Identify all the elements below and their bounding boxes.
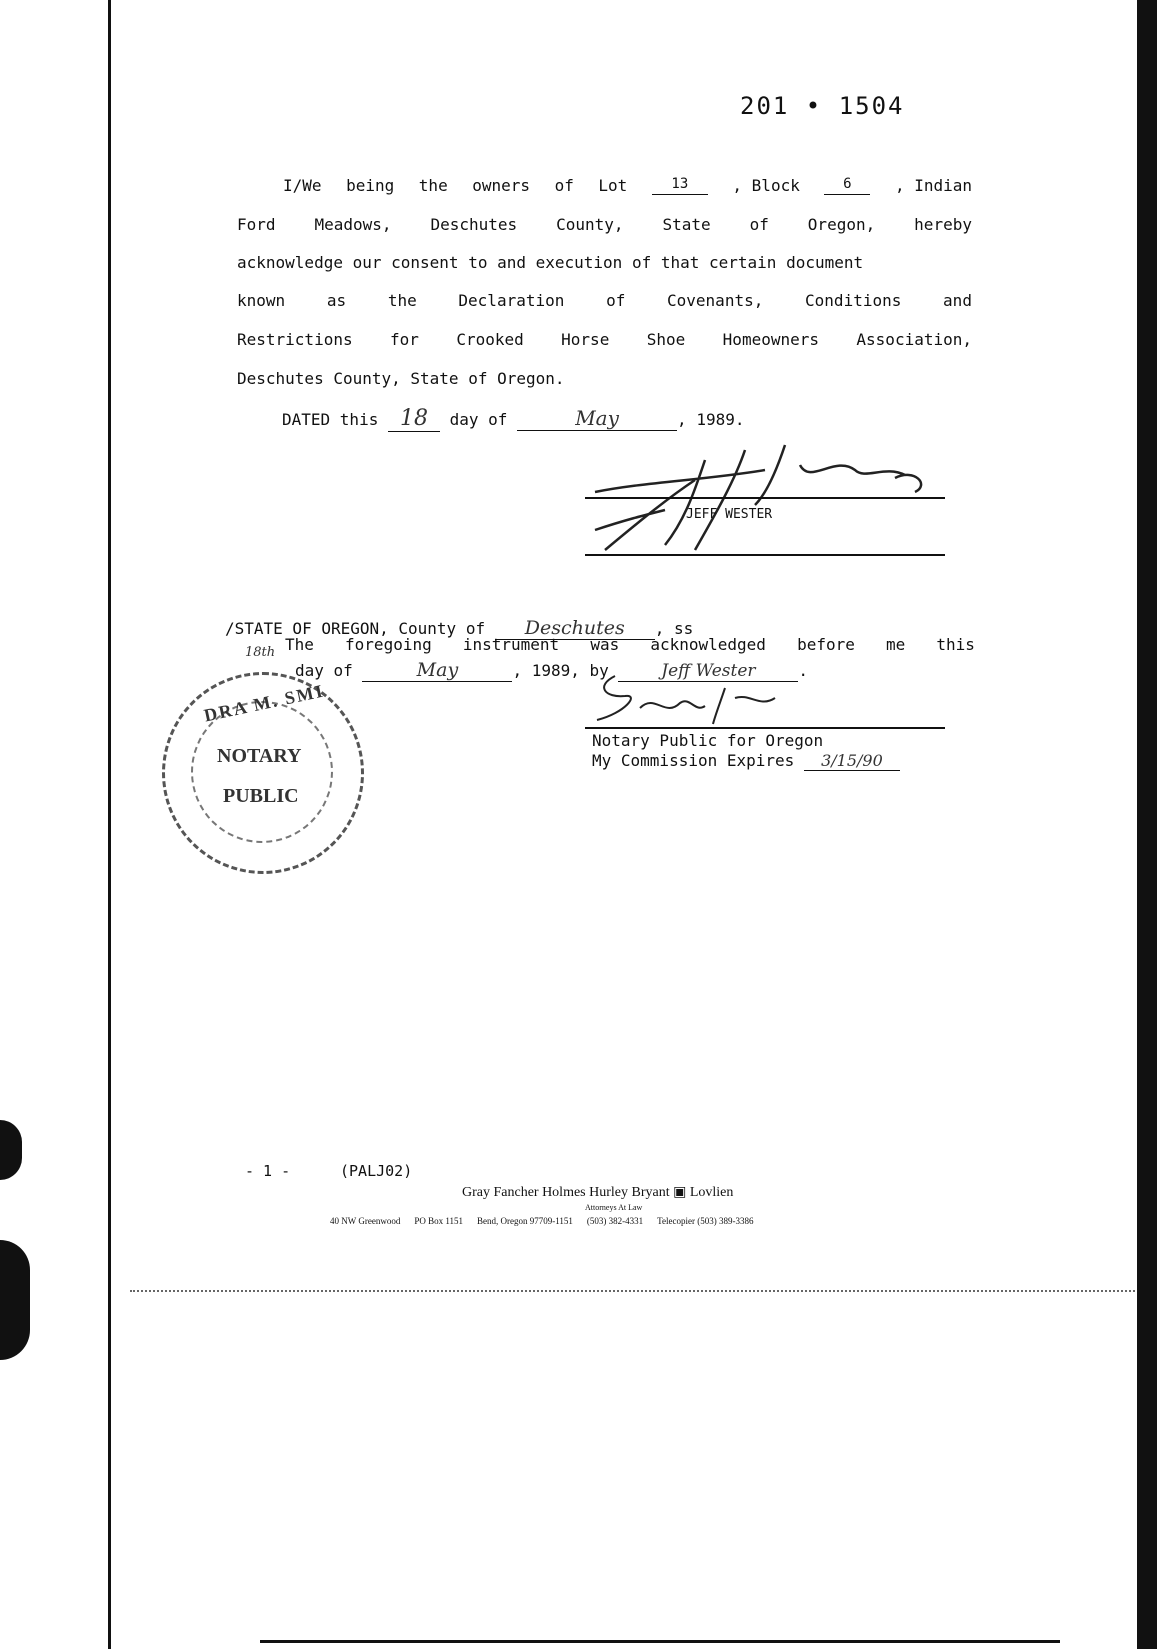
county-name: Deschutes xyxy=(495,617,655,640)
consent-word: Declaration xyxy=(458,291,565,310)
document-number: 201 • 1504 xyxy=(740,92,905,120)
consent-line-1 xyxy=(237,176,972,195)
law-firm-name: Gray Fancher Holmes Hurley Bryant ▣ Lovlien xyxy=(462,1185,734,1200)
consent-word: Restrictions xyxy=(237,330,353,349)
consent-word: Ford xyxy=(237,215,276,234)
consent-word: State xyxy=(662,215,711,234)
notary-seal xyxy=(162,672,364,874)
address-part: 40 NW Greenwood xyxy=(330,1216,401,1226)
consent-word: for xyxy=(390,330,419,349)
notary-seal-top: DRA M. SMI xyxy=(202,680,327,726)
dated-month: May xyxy=(517,406,677,431)
dated-day: 18 xyxy=(388,406,440,432)
left-black-blot xyxy=(0,1120,22,1180)
consent-word: owners xyxy=(472,176,531,195)
foregoing-word: before xyxy=(797,635,855,654)
dated-middle: day of xyxy=(449,410,508,429)
address-part: Bend, Oregon 97709-1151 xyxy=(477,1216,573,1226)
signature-line-1 xyxy=(585,497,945,499)
consent-word: Association, xyxy=(856,330,972,349)
consent-word: the xyxy=(387,291,417,310)
consent-word: Horse xyxy=(561,330,610,349)
right-scan-edge xyxy=(1137,0,1157,1649)
address-part: Telecopier (503) 389-3386 xyxy=(657,1216,754,1226)
consent-line-3: acknowledge our consent to and execution of that certain document xyxy=(237,253,864,272)
state-prefix: /STATE OF OREGON, County of xyxy=(225,619,486,638)
consent-word: of xyxy=(606,291,626,310)
foregoing-line xyxy=(285,635,975,654)
dated-prefix: DATED this xyxy=(282,410,379,429)
consent-word: County, xyxy=(556,215,624,234)
consent-word: hereby xyxy=(914,215,972,234)
consent-word: Shoe xyxy=(646,330,686,349)
notary-end: . xyxy=(798,661,809,680)
consent-line-6: Deschutes County, State of Oregon. xyxy=(237,369,565,388)
notary-month: May xyxy=(362,659,512,682)
consent-word: as xyxy=(326,291,347,310)
ss-label: , ss xyxy=(654,619,694,638)
notary-day-of: day of xyxy=(295,661,353,680)
consent-word: Conditions xyxy=(805,291,902,310)
commission-line xyxy=(592,751,900,771)
consent-word: of xyxy=(554,176,574,195)
consent-word: Meadows, xyxy=(314,215,392,234)
signer-name: JEFF WESTER xyxy=(686,507,773,522)
indian-word: , Indian xyxy=(894,176,972,195)
commission-label: My Commission Expires xyxy=(592,751,795,770)
page-number: - 1 - xyxy=(245,1162,291,1180)
notary-signature-line xyxy=(585,727,945,729)
notary-public-for: Notary Public for Oregon xyxy=(592,731,824,750)
consent-word: Deschutes xyxy=(430,215,518,234)
notary-by-name: Jeff Wester xyxy=(618,661,798,682)
consent-line-4 xyxy=(237,291,972,310)
consent-word: being xyxy=(346,176,395,195)
foregoing-word: acknowledged xyxy=(650,635,766,654)
notary-seal-middle: NOTARY xyxy=(217,745,302,767)
consent-word: known xyxy=(237,291,286,310)
consent-word: the xyxy=(418,176,448,195)
consent-word: Lot xyxy=(598,176,628,195)
foregoing-word: was xyxy=(590,635,620,654)
scan-dotted-line xyxy=(130,1290,1135,1292)
law-firm-address xyxy=(330,1216,754,1226)
consent-word: Covenants, xyxy=(667,291,764,310)
notary-signature xyxy=(585,668,805,730)
consent-word: of xyxy=(749,215,769,234)
consent-word: and xyxy=(943,291,972,310)
foregoing-word: me xyxy=(885,635,906,654)
owner-signature xyxy=(585,440,945,570)
consent-line-2 xyxy=(237,215,972,234)
block-label: , Block xyxy=(732,176,800,195)
foregoing-word: The xyxy=(285,635,314,654)
law-firm-subtitle: Attorneys At Law xyxy=(585,1203,643,1212)
address-part: (503) 382-4331 xyxy=(586,1216,644,1226)
bottom-scan-strip xyxy=(260,1640,1060,1643)
notary-seal-bottom: PUBLIC xyxy=(223,785,299,807)
block-number: 6 xyxy=(824,176,870,195)
notary-year-by: , 1989, by xyxy=(512,661,609,680)
signature-line-2 xyxy=(585,554,945,556)
foregoing-word: instrument xyxy=(462,635,560,654)
left-black-blot-2 xyxy=(0,1240,30,1360)
lot-number: 13 xyxy=(652,176,708,195)
document-code: (PALJ02) xyxy=(340,1162,413,1180)
commission-expires: 3/15/90 xyxy=(804,751,900,771)
consent-word: Crooked xyxy=(456,330,524,349)
consent-word: Homeowners xyxy=(722,330,819,349)
consent-word: I/We xyxy=(283,176,322,195)
foregoing-word: this xyxy=(936,635,975,654)
foregoing-word: foregoing xyxy=(345,635,432,654)
notary-day: 18th xyxy=(245,645,276,660)
consent-word: Oregon, xyxy=(807,215,876,234)
address-part: PO Box 1151 xyxy=(414,1216,464,1226)
left-scan-edge xyxy=(108,0,111,1649)
dated-year: , 1989. xyxy=(677,410,745,429)
dated-line xyxy=(282,406,744,432)
consent-line-5 xyxy=(237,330,972,349)
